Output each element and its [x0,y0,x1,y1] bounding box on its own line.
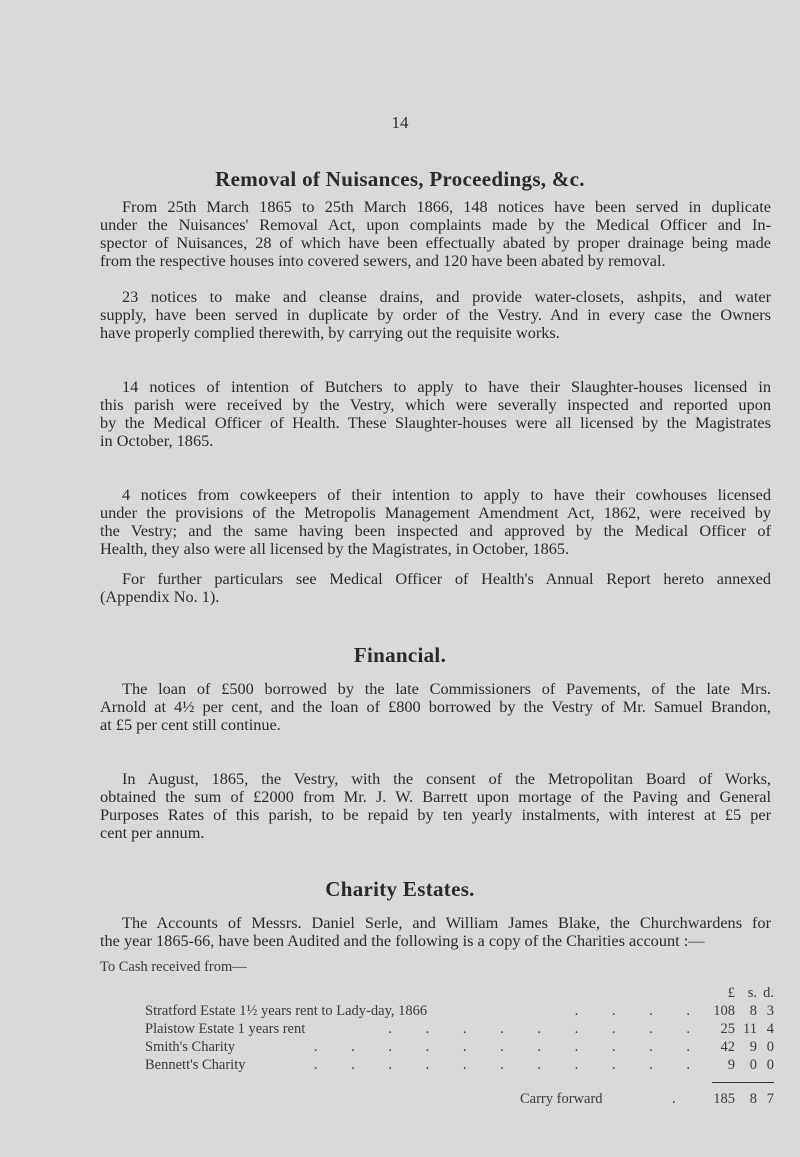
row-shillings: 8 [749,1003,757,1019]
row-dots: . . . . . . . . . . . [313,1039,705,1055]
paragraph-line: The loan of £500 borrowed by the late Commissioners of Pavements, of the late Mrs. [122,679,771,698]
paragraph-line: spector of Nuisances, 28 of which have been effectually abated by proper drainage being made [100,233,771,252]
paragraph-line: 23 notices to make and cleanse drains, and provide water-closets, ashpits, and water [122,287,771,306]
paragraph [100,680,771,734]
carry-forward-dots: . [672,1091,676,1107]
carry-forward-label: Carry forward [520,1091,603,1107]
row-shillings: 0 [749,1057,757,1073]
column-pence: d. [763,985,774,1001]
row-dots: . . . . . . . . . . . [313,1057,705,1073]
column-pounds: £ [727,985,735,1001]
row-label: Bennett's Charity [145,1057,246,1073]
paragraph-line: 4 notices from cowkeepers of their intention to apply to have their cowhouses licensed [122,485,771,504]
paragraph-line: under the provisions of the Metropolis Management Amendment Act, 1862, were received by [100,503,771,522]
row-label: Smith's Charity [145,1039,236,1055]
row-pence: 0 [766,1057,774,1073]
paragraph [100,198,771,270]
section-heading: Removal of Nuisances, Proceedings, &c. [215,167,585,191]
paragraph [100,378,771,450]
row-pounds: 25 [720,1021,735,1037]
paragraph-line: at £5 per cent still continue. [100,715,281,734]
paragraph [100,288,771,342]
paragraph-line: cent per annum. [100,823,205,842]
row-label: Plaistow Estate 1 years rent [145,1021,306,1037]
paragraph [100,770,771,842]
row-pence: 0 [766,1039,774,1055]
paragraph-line: obtained the sum of £2000 from Mr. J. W. Barrett upon mortage of the Paving and General [100,787,771,806]
paragraph-line: in October, 1865. [100,431,214,450]
row-dots: . . . . . . . . . [388,1021,705,1037]
total-pence: 7 [766,1091,774,1107]
paragraph-line: For further particulars see Medical Officer of Health's Annual Report hereto annexed [122,569,771,588]
paragraph-line: In August, 1865, the Vestry, with the consent of the Metropolitan Board of Works, [122,769,771,788]
paragraph-line: from the respective houses into covered sewers, and 120 have been abated by removal. [100,251,666,270]
row-pounds: 108 [713,1003,735,1019]
row-shillings: 11 [743,1021,757,1037]
row-pounds: 9 [727,1057,735,1073]
paragraph [100,570,771,606]
column-shillings: s. [747,985,757,1001]
paragraph-line: 14 notices of intention of Butchers to apply to have their Slaughter-houses licensed in [122,377,771,396]
paragraph-line: Purposes Rates of this parish, to be repaid by ten yearly instalments, with interest at £5 per [100,805,771,824]
row-pence: 3 [766,1003,774,1019]
total-shillings: 8 [749,1091,757,1107]
paragraph-line: by the Medical Officer of Health. These Slaughter-houses were all licensed by the Magistrates [100,413,771,432]
section-heading: Financial. [353,643,447,667]
paragraph-line: the year 1865-66, have been Audited and the following is a copy of the Charities account :— [100,931,705,950]
paragraph-line: the Vestry; and the same having been inspected and approved by the Medical Officer of [100,521,771,540]
row-shillings: 9 [749,1039,757,1055]
row-pounds: 42 [720,1039,735,1055]
page-number: 14 [391,113,409,132]
paragraph [100,914,771,950]
paragraph-line: this parish were received by the Vestry, which were severally inspected and reported upon [100,395,771,414]
row-label: Stratford Estate 1½ years rent to Lady-day, 1866 [145,1003,428,1019]
paragraph-line: From 25th March 1865 to 25th March 1866, 148 notices have been served in duplicate [122,197,771,216]
paragraph-line: have properly complied therewith, by carrying out the requisite works. [100,323,560,342]
paragraph-line: Health, they also were all licensed by the Magistrates, in October, 1865. [100,539,570,558]
account-intro: To Cash received from— [100,959,247,975]
total-pounds: 185 [713,1091,735,1107]
row-pence: 4 [766,1021,774,1037]
paragraph-line: Arnold at 4½ per cent, and the loan of £800 borrowed by the Vestry of Mr. Samuel Brandon, [100,697,771,716]
sum-rule [712,1082,774,1083]
paragraph-line: The Accounts of Messrs. Daniel Serle, and William James Blake, the Churchwardens for [122,913,771,932]
row-dots: . . . . [574,1003,705,1019]
section-heading: Charity Estates. [325,877,475,901]
paragraph-line: (Appendix No. 1). [100,587,220,606]
paragraph-line: under the Nuisances' Removal Act, upon complaints made by the Medical Officer and In- [100,215,771,234]
paragraph-line: supply, have been served in duplicate by order of the Vestry. And in every case the Owners [100,305,771,324]
paragraph [100,486,771,558]
